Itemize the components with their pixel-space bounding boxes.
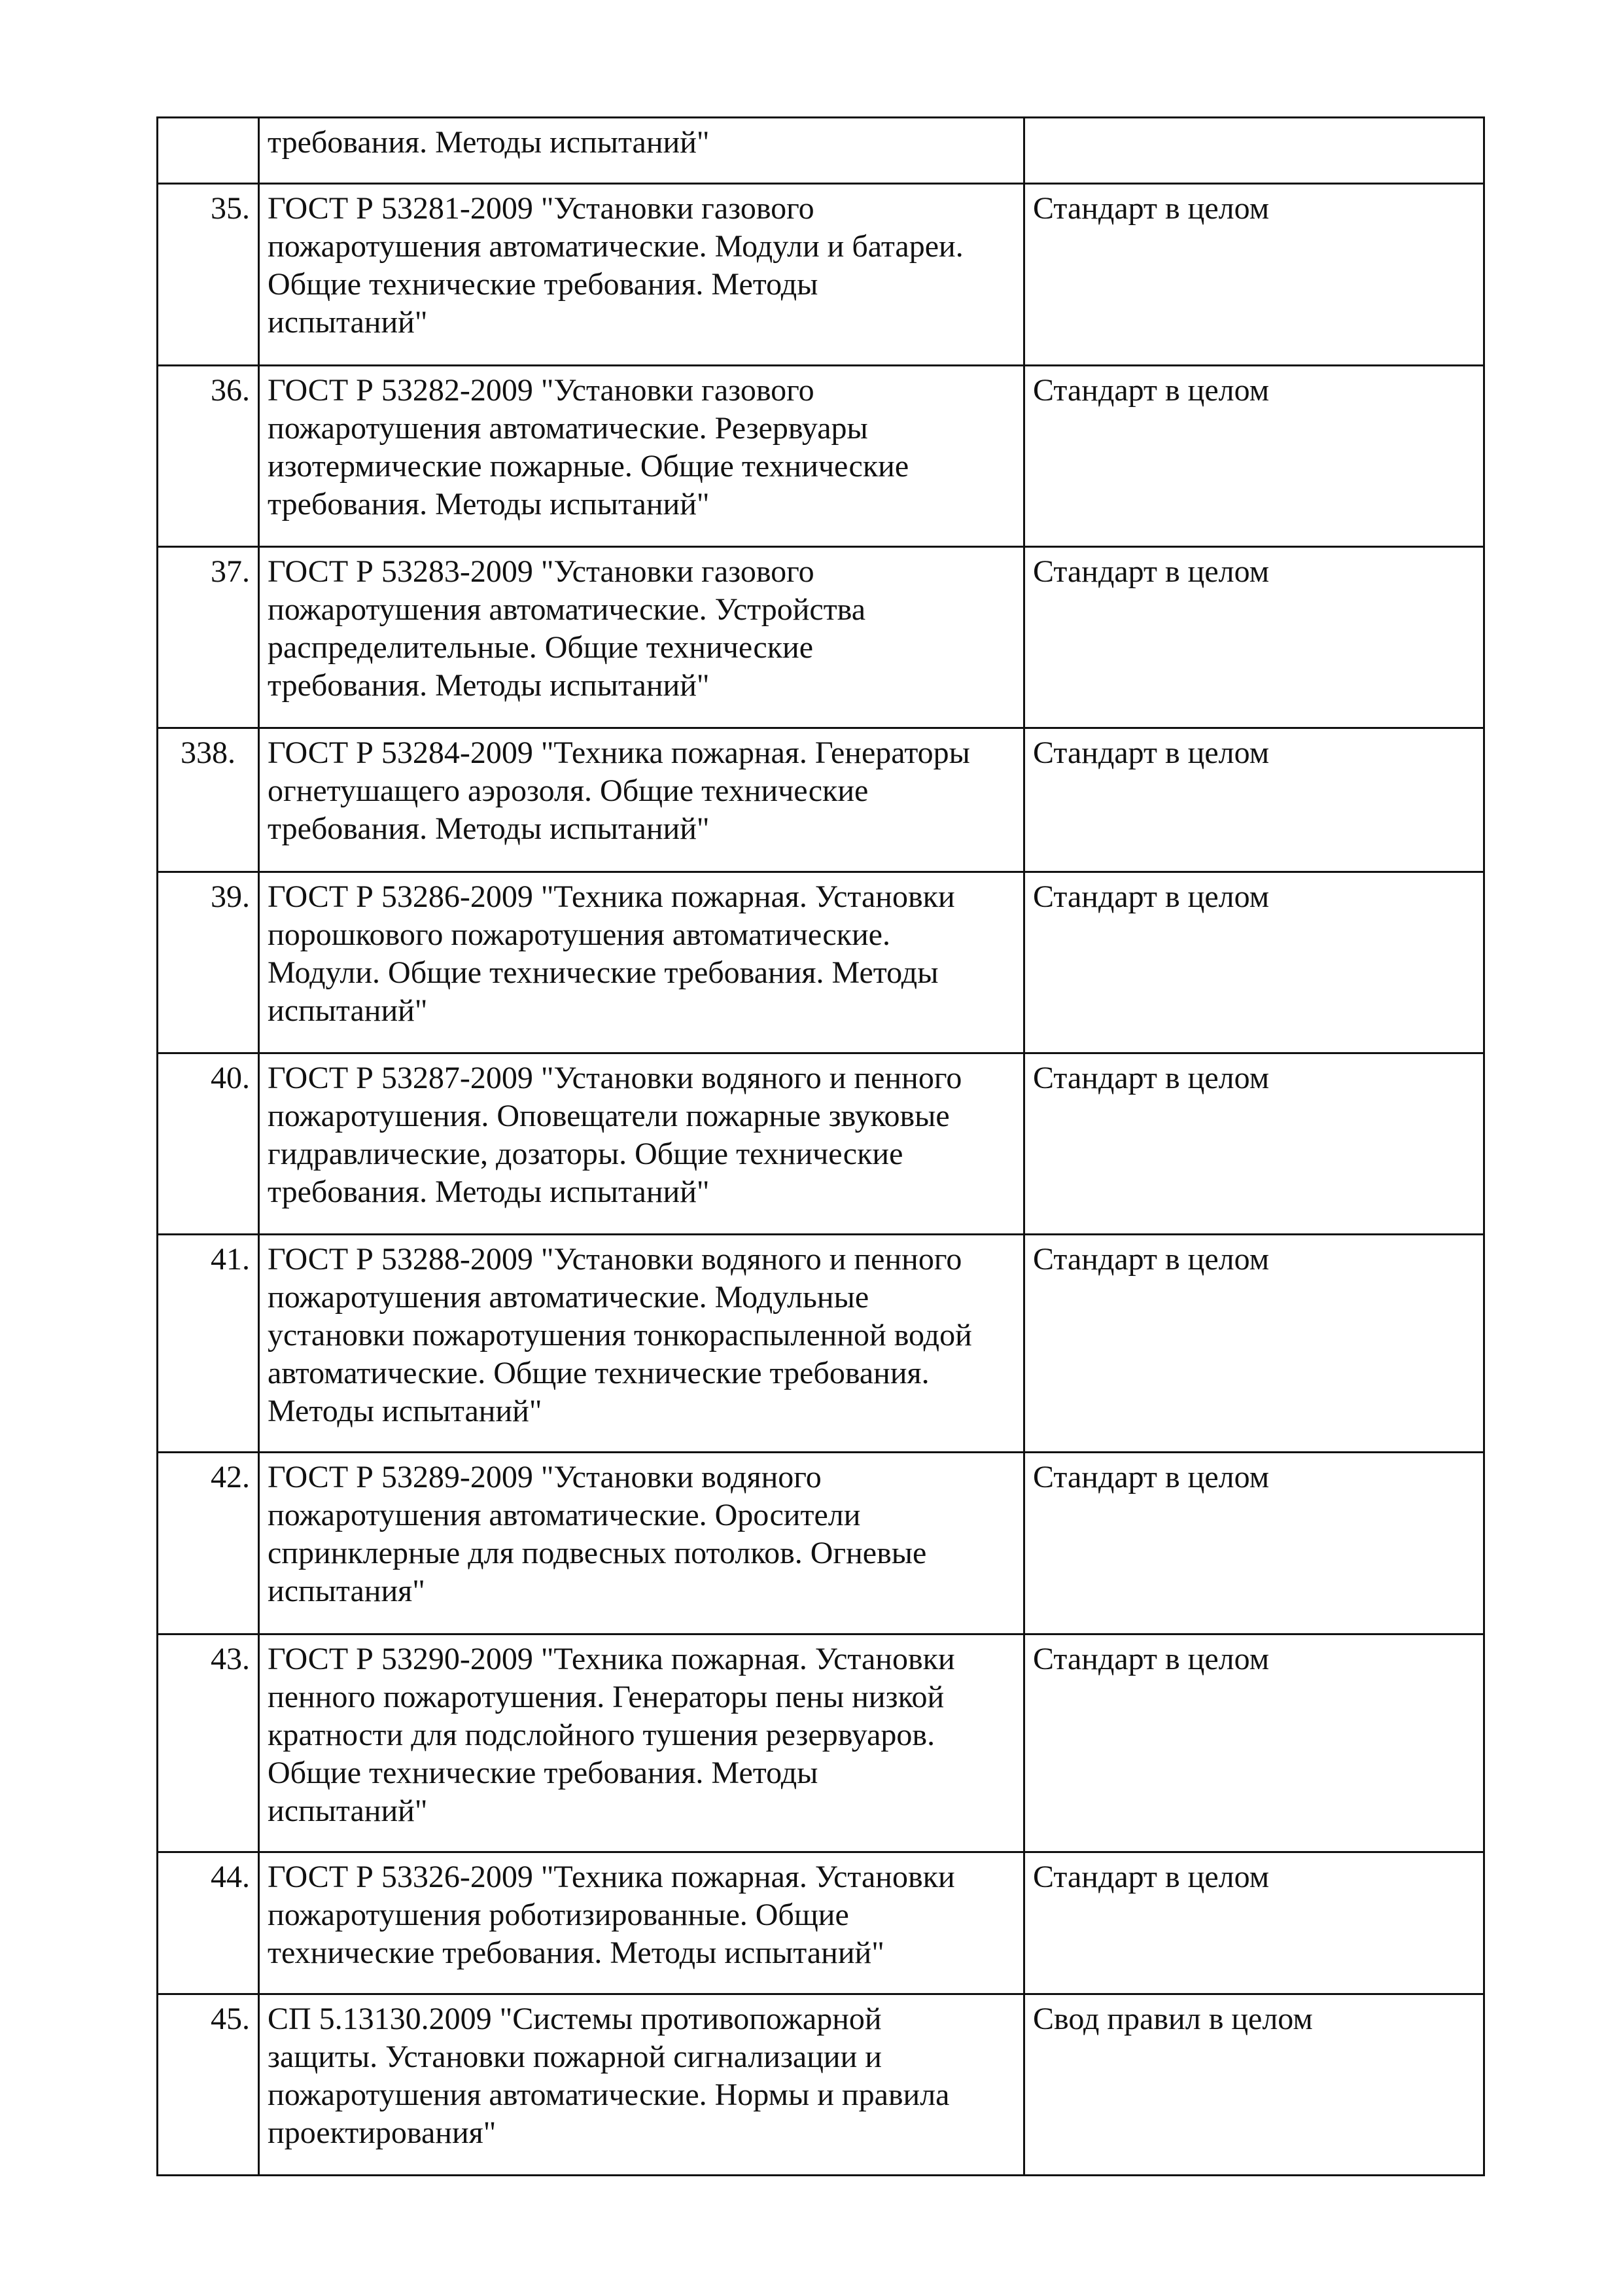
- document-cell: [259, 872, 1024, 1053]
- document-line: Общие технические требования. Методы: [268, 267, 818, 302]
- document-line: порошкового пожаротушения автоматические.: [268, 917, 890, 952]
- document-line: установки пожаротушения тонкораспыленной водой: [268, 1318, 972, 1352]
- document-line: Методы испытаний": [268, 1394, 542, 1428]
- table-row: [158, 1852, 1484, 1994]
- document-cell: [259, 1852, 1024, 1994]
- row-number-cell: 338.: [158, 728, 259, 872]
- document-line: пожаротушения автоматические. Нормы и правила: [268, 2077, 950, 2112]
- document-line: ГОСТ Р 53282-2009 "Установки газового: [268, 373, 814, 408]
- scope-cell: Стандарт в целом: [1024, 1634, 1484, 1852]
- document-line: требования. Методы испытаний": [268, 125, 710, 160]
- document-line: кратности для подслойного тушения резервуаров.: [268, 1718, 935, 1752]
- scope-cell: [1024, 118, 1484, 184]
- document-line: пожаротушения автоматические. Модули и батареи.: [268, 229, 964, 264]
- scope-cell: Стандарт в целом: [1024, 184, 1484, 366]
- document-line: ГОСТ Р 53290-2009 "Техника пожарная. Установки: [268, 1642, 955, 1676]
- scope-cell: Стандарт в целом: [1024, 872, 1484, 1053]
- document-line: пожаротушения автоматические. Резервуары: [268, 411, 868, 446]
- document-line: пожаротушения автоматические. Модульные: [268, 1280, 869, 1315]
- scope-cell: Стандарт в целом: [1024, 366, 1484, 547]
- document-cell: [259, 1994, 1024, 2176]
- document-line: ГОСТ Р 53283-2009 "Установки газового: [268, 554, 814, 589]
- table-row: [158, 728, 1484, 872]
- row-number-cell: 45.: [158, 1994, 259, 2176]
- document-line: требования. Методы испытаний": [268, 1174, 710, 1209]
- document-line: защиты. Установки пожарной сигнализации и: [268, 2040, 882, 2074]
- document-line: технические требования. Методы испытаний": [268, 1935, 884, 1970]
- document-line: требования. Методы испытаний": [268, 811, 710, 846]
- document-cell: [259, 1053, 1024, 1235]
- document-line: Общие технические требования. Методы: [268, 1756, 818, 1790]
- document-line: ГОСТ Р 53287-2009 "Установки водяного и пенного: [268, 1061, 962, 1095]
- row-number-cell: 42.: [158, 1453, 259, 1634]
- document-line: требования. Методы испытаний": [268, 668, 710, 703]
- document-line: пожаротушения роботизированные. Общие: [268, 1898, 849, 1932]
- document-line: огнетушащего аэрозоля. Общие технические: [268, 773, 869, 808]
- row-number-cell: 35.: [158, 184, 259, 366]
- document-line: испытаний": [268, 1793, 428, 1828]
- document-cell: [259, 366, 1024, 547]
- table-row: [158, 1235, 1484, 1453]
- document-line: ГОСТ Р 53286-2009 "Техника пожарная. Установки: [268, 879, 955, 914]
- document-line: ГОСТ Р 53281-2009 "Установки газового: [268, 191, 814, 226]
- table-row: [158, 1453, 1484, 1634]
- document-cell: [259, 118, 1024, 184]
- document-line: пенного пожаротушения. Генераторы пены низкой: [268, 1680, 945, 1714]
- scope-cell: Свод правил в целом: [1024, 1994, 1484, 2176]
- document-cell: [259, 1453, 1024, 1634]
- document-cell: [259, 184, 1024, 366]
- document-line: СП 5.13130.2009 "Системы противопожарной: [268, 2002, 882, 2036]
- document-line: проектирования": [268, 2115, 497, 2150]
- document-cell: [259, 547, 1024, 728]
- document-line: пожаротушения. Оповещатели пожарные звуковые: [268, 1099, 950, 1133]
- table-row: [158, 1634, 1484, 1852]
- document-cell: [259, 1634, 1024, 1852]
- table-row: [158, 184, 1484, 366]
- row-number-cell: [158, 118, 259, 184]
- row-number-cell: 39.: [158, 872, 259, 1053]
- document-line: ГОСТ Р 53284-2009 "Техника пожарная. Генераторы: [268, 735, 970, 770]
- row-number-cell: 36.: [158, 366, 259, 547]
- table-row: [158, 547, 1484, 728]
- document-line: распределительные. Общие технические: [268, 630, 814, 665]
- scope-cell: Стандарт в целом: [1024, 1453, 1484, 1634]
- scope-cell: Стандарт в целом: [1024, 728, 1484, 872]
- standards-table: [156, 116, 1485, 2176]
- row-number-cell: 44.: [158, 1852, 259, 1994]
- document-line: пожаротушения автоматические. Оросители: [268, 1498, 861, 1532]
- document-line: испытаний": [268, 993, 428, 1028]
- scope-cell: Стандарт в целом: [1024, 1053, 1484, 1235]
- document-line: требования. Методы испытаний": [268, 487, 710, 521]
- row-number-cell: 40.: [158, 1053, 259, 1235]
- document-line: изотермические пожарные. Общие технические: [268, 449, 909, 484]
- scope-cell: Стандарт в целом: [1024, 547, 1484, 728]
- document-line: испытания": [268, 1574, 425, 1608]
- document-line: гидравлические, дозаторы. Общие технические: [268, 1137, 903, 1171]
- document-cell: [259, 728, 1024, 872]
- table-row: [158, 366, 1484, 547]
- row-number-cell: 37.: [158, 547, 259, 728]
- document-line: испытаний": [268, 305, 428, 340]
- table-row: [158, 1053, 1484, 1235]
- document-line: спринклерные для подвесных потолков. Огневые: [268, 1536, 927, 1570]
- scope-cell: Стандарт в целом: [1024, 1852, 1484, 1994]
- document-line: Модули. Общие технические требования. Методы: [268, 955, 939, 990]
- scope-cell: Стандарт в целом: [1024, 1235, 1484, 1453]
- table-row: [158, 1994, 1484, 2176]
- standards-table-body: [158, 118, 1484, 2176]
- document-line: ГОСТ Р 53326-2009 "Техника пожарная. Установки: [268, 1860, 955, 1894]
- document-line: пожаротушения автоматические. Устройства: [268, 592, 866, 627]
- row-number-cell: 43.: [158, 1634, 259, 1852]
- document-line: ГОСТ Р 53289-2009 "Установки водяного: [268, 1460, 822, 1494]
- table-row: [158, 118, 1484, 184]
- document-line: ГОСТ Р 53288-2009 "Установки водяного и пенного: [268, 1242, 962, 1277]
- document-cell: [259, 1235, 1024, 1453]
- row-number-cell: 41.: [158, 1235, 259, 1453]
- table-row: [158, 872, 1484, 1053]
- document-line: автоматические. Общие технические требования.: [268, 1356, 930, 1390]
